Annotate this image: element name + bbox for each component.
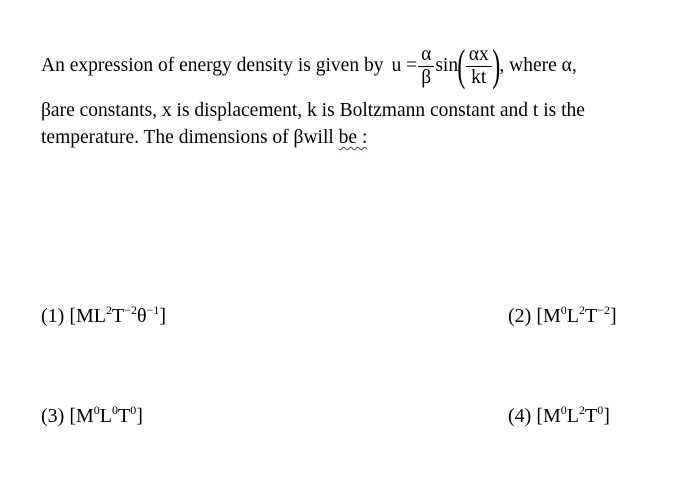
question-line-3-text: temperature. The dimensions of βwill (41, 127, 334, 148)
fraction-alpha-over-beta (418, 44, 434, 89)
option-dimension-symbol: [M (69, 405, 94, 427)
option-exponent: 0 (93, 403, 100, 417)
fraction-numerator: α (421, 43, 432, 65)
option-exponent: −2 (597, 303, 610, 317)
option-dimension-symbol: [M (536, 405, 561, 427)
fraction-alphax-over-kt (466, 44, 492, 89)
option-exponent: 0 (130, 403, 137, 417)
fraction-denominator: β (421, 66, 432, 88)
option-4[interactable] (508, 405, 610, 428)
option-label: (3) (41, 405, 65, 427)
option-2[interactable] (508, 305, 617, 328)
question-intro: An expression of energy density is given by (41, 55, 384, 76)
fraction-numerator: αx (468, 43, 489, 65)
option-dimension-symbol: T (585, 405, 598, 427)
option-dimension-symbol: L (566, 305, 579, 327)
option-dimension-symbol: ] (136, 405, 143, 427)
option-exponent: −2 (124, 303, 137, 317)
energy-density-symbol: u = (391, 55, 418, 76)
option-label: (4) (508, 405, 532, 427)
option-1[interactable] (41, 305, 166, 328)
option-3[interactable] (41, 405, 143, 428)
right-parenthesis: ) (492, 41, 501, 90)
option-dimension-symbol: ] (610, 305, 617, 327)
option-dimension-symbol: T (118, 405, 131, 427)
question-line-1 (41, 40, 577, 92)
option-exponent: 2 (579, 303, 585, 317)
option-dimension-symbol: T (585, 305, 598, 327)
question-line-2: βare constants, x is displacement, k is Boltzmann constant and t is the (41, 100, 585, 121)
option-exponent: 2 (579, 403, 585, 417)
option-exponent: 0 (112, 403, 118, 417)
fraction-denominator: kt (471, 66, 487, 88)
option-dimension-symbol: [M (536, 305, 561, 327)
sine-function: sin (435, 55, 459, 76)
option-dimension-symbol: ] (603, 405, 610, 427)
question-line-3 (41, 127, 367, 149)
option-exponent: 2 (106, 303, 112, 317)
spellcheck-underlined-text: be : (338, 127, 368, 148)
left-parenthesis: ( (457, 41, 466, 90)
option-label: (2) (508, 305, 532, 327)
option-dimension-symbol: L (566, 405, 579, 427)
option-label: (1) (41, 305, 65, 327)
option-dimension-symbol: L (99, 405, 112, 427)
option-dimension-symbol: [ML (69, 305, 106, 327)
option-dimension-symbol: θ (137, 305, 147, 327)
question-where-clause: , where α, (499, 55, 577, 76)
option-exponent: 0 (560, 303, 567, 317)
option-exponent: −1 (146, 303, 160, 317)
option-dimension-symbol: ] (159, 305, 167, 327)
option-exponent: 0 (560, 403, 567, 417)
option-exponent: 0 (597, 403, 604, 417)
option-dimension-symbol: T (112, 305, 125, 327)
